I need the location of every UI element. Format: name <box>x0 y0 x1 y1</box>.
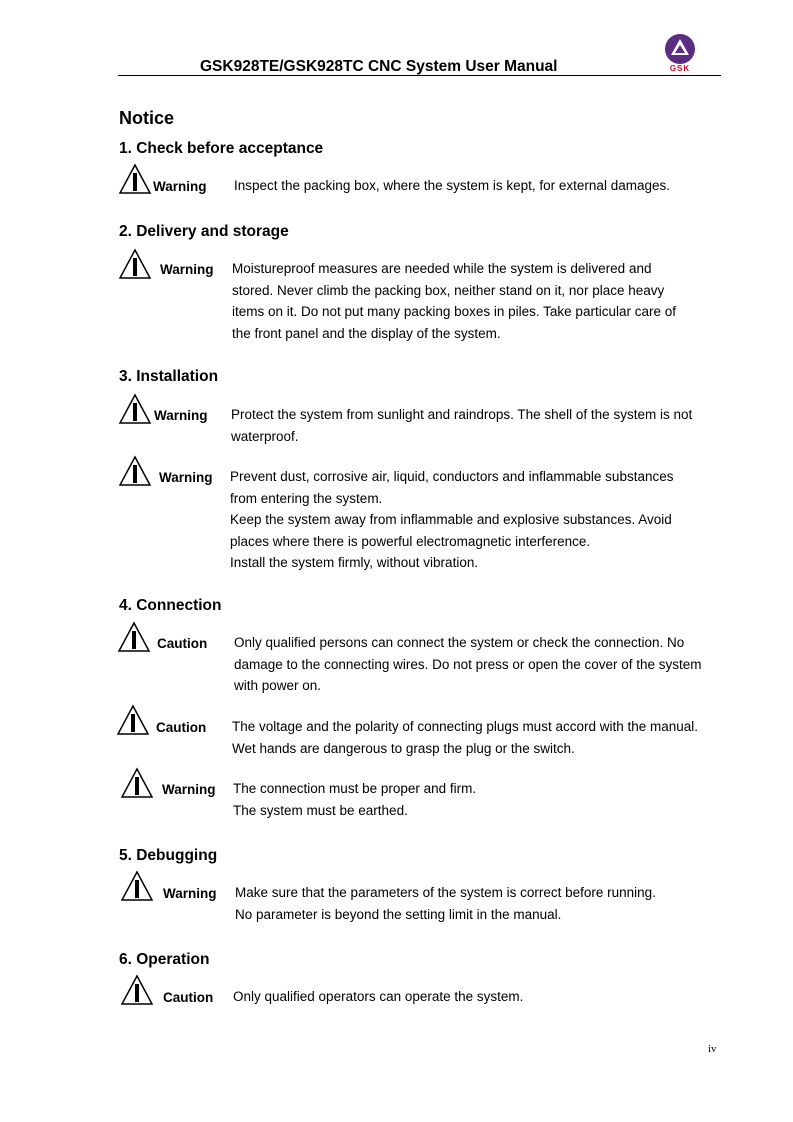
caution-triangle-icon <box>116 704 150 736</box>
notice-text <box>234 175 670 197</box>
notice-label: Caution <box>163 990 214 1005</box>
section-heading: 4. Connection <box>119 597 222 614</box>
text-line: Moistureproof measures are needed while the system is delivered and <box>232 261 652 276</box>
text-line: Inspect the packing box, where the system is kept, for external damages. <box>234 178 670 193</box>
text-line: Only qualified operators can operate the system. <box>233 989 524 1004</box>
notice-label: Warning <box>159 470 213 485</box>
notice-label: Caution <box>157 636 208 651</box>
logo-text: GSK <box>669 64 691 73</box>
text-line: The system must be earthed. <box>233 802 408 818</box>
text-line: items on it. Do not put many packing boxes in piles. Take particular care of <box>232 304 676 319</box>
notice-title: Notice <box>119 108 175 128</box>
notice-label: Warning <box>153 179 207 194</box>
text-line: Keep the system away from inflammable and explosive substances. Avoid <box>230 512 672 527</box>
warning-triangle-icon <box>118 248 152 280</box>
text-line: The voltage and the polarity of connecting plugs must accord with the manual. <box>232 719 699 734</box>
notice-label: Warning <box>162 782 216 797</box>
text-line: Prevent dust, corrosive air, liquid, conductors and inflammable substances <box>230 469 674 484</box>
notice-text <box>232 716 698 759</box>
caution-triangle-icon <box>120 974 154 1006</box>
notice-text <box>231 404 692 447</box>
text-line: stored. Never climb the packing box, neither stand on it, nor place heavy <box>232 282 665 298</box>
section-heading: 1. Check before acceptance <box>119 140 324 157</box>
notice-label: Warning <box>163 886 217 901</box>
text-line: from entering the system. <box>230 490 383 506</box>
text-line: with power on. <box>234 678 322 693</box>
text-line: the front panel and the display of the system. <box>232 325 501 341</box>
notice-text <box>232 258 676 344</box>
section-heading: 5. Debugging <box>119 847 218 864</box>
notice-label: Caution <box>156 720 207 735</box>
caution-triangle-icon <box>117 621 151 653</box>
text-line: Protect the system from sunlight and raindrops. The shell of the system is not <box>231 407 693 422</box>
warning-triangle-icon <box>120 870 154 902</box>
text-line: damage to the connecting wires. Do not press or open the cover of the system <box>234 656 702 672</box>
text-line: places where there is powerful electromagnetic interference. <box>230 533 591 549</box>
section-heading: 3. Installation <box>119 368 219 385</box>
text-line: waterproof. <box>231 428 299 444</box>
section-heading: 2. Delivery and storage <box>119 223 289 240</box>
warning-triangle-icon <box>120 767 154 799</box>
text-line: Make sure that the parameters of the system is correct before running. <box>235 885 656 900</box>
notice-text <box>235 882 656 925</box>
notice-text <box>230 466 673 574</box>
text-line: Install the system firmly, without vibration. <box>230 555 479 570</box>
notice-label: Warning <box>160 262 214 277</box>
notice-text <box>234 632 702 697</box>
page-number: iv <box>708 1043 717 1055</box>
notice-label: Warning <box>154 408 208 423</box>
text-line: Only qualified persons can connect the system or check the connection. No <box>234 635 685 650</box>
notice-text <box>233 778 476 821</box>
warning-triangle-icon <box>118 393 152 425</box>
warning-triangle-icon <box>118 163 152 195</box>
notice-text <box>233 986 523 1008</box>
section-heading: 6. Operation <box>119 951 210 968</box>
text-line: The connection must be proper and firm. <box>233 781 477 796</box>
page-header-title: GSK928TE/GSK928TC CNC System User Manual <box>200 58 558 75</box>
text-line: Wet hands are dangerous to grasp the plug or the switch. <box>232 740 575 756</box>
warning-triangle-icon <box>118 455 152 487</box>
header-divider <box>118 75 721 76</box>
text-line: No parameter is beyond the setting limit in the manual. <box>235 906 562 922</box>
